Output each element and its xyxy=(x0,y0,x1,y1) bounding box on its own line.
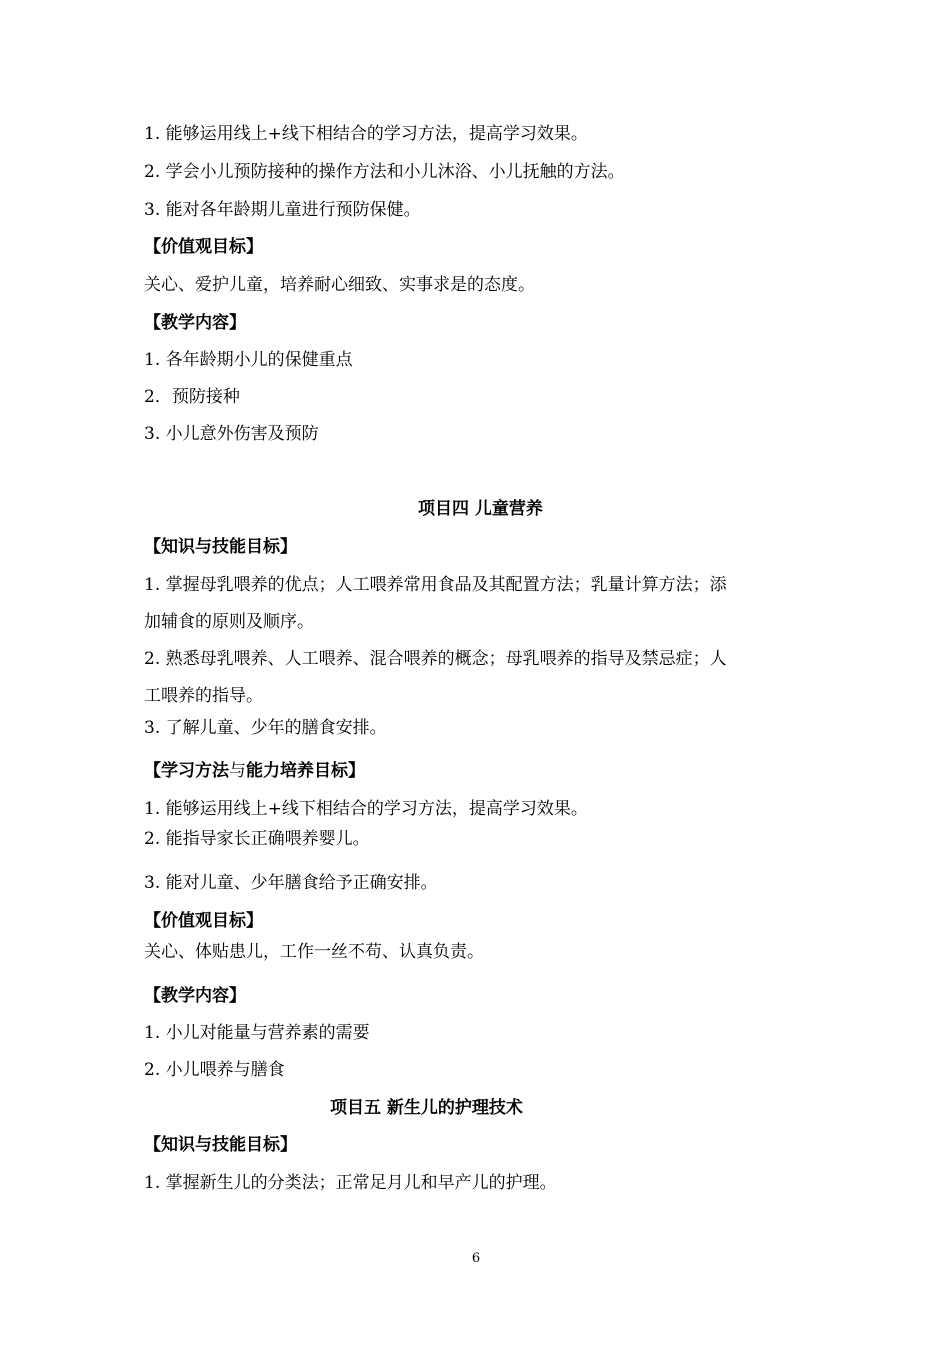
line-age-health-focus: 1. 各年龄期小儿的保健重点 xyxy=(144,350,353,370)
line-energy-nutrients: 1. 小儿对能量与营养素的需要 xyxy=(144,1023,370,1043)
heading-values-2: 【价值观目标】 xyxy=(144,911,263,931)
line-master-breastfeeding-1: 1. 掌握母乳喂养的优点；人工喂养常用食品及其配置方法；乳量计算方法；添 xyxy=(144,575,727,595)
line-master-breastfeeding-2: 加辅食的原则及顺序。 xyxy=(144,612,314,632)
page-number: 6 xyxy=(471,1251,481,1266)
heading-learning-methods-part-2: 与 xyxy=(229,761,246,781)
line-arrange-diet: 3. 能对儿童、少年膳食给予正确安排。 xyxy=(144,873,438,893)
line-vaccination-bath-touch: 2. 学会小儿预防接种的操作方法和小儿沐浴、小儿抚触的方法。 xyxy=(144,162,625,182)
heading-values-1: 【价值观目标】 xyxy=(144,237,263,257)
heading-knowledge-skills-1: 【知识与技能目标】 xyxy=(144,537,297,557)
line-vaccination: 2．预防接种 xyxy=(144,387,240,407)
heading-learning-methods xyxy=(144,759,365,783)
title-project-five: 项目五 新生儿的护理技术 xyxy=(330,1098,523,1118)
heading-knowledge-skills-2: 【知识与技能目标】 xyxy=(144,1135,297,1155)
line-online-offline-method-2: 1. 能够运用线上+线下相结合的学习方法，提高学习效果。 xyxy=(144,799,588,819)
heading-learning-methods-part-1: 【学习方法 xyxy=(144,761,229,781)
line-online-offline-method-1: 1. 能够运用线上+线下相结合的学习方法，提高学习效果。 xyxy=(144,124,588,144)
line-values-care-patients: 关心、体贴患儿，工作一丝不苟、认真负责。 xyxy=(144,942,484,962)
title-project-four: 项目四 儿童营养 xyxy=(418,499,543,519)
line-newborn-classification: 1. 掌握新生儿的分类法；正常足月儿和早产儿的护理。 xyxy=(144,1173,557,1193)
heading-teaching-content-2: 【教学内容】 xyxy=(144,986,246,1006)
heading-learning-methods-part-3: 能力培养目标】 xyxy=(246,761,365,781)
line-feeding-diet: 2. 小儿喂养与膳食 xyxy=(144,1060,285,1080)
line-values-care-children: 关心、爱护儿童，培养耐心细致、实事求是的态度。 xyxy=(144,275,535,295)
line-familiar-feeding-2: 工喂养的指导。 xyxy=(144,686,263,706)
line-guide-parents: 2. 能指导家长正确喂养婴儿。 xyxy=(144,829,370,849)
line-accidental-injury: 3. 小儿意外伤害及预防 xyxy=(144,424,319,444)
heading-teaching-content-1: 【教学内容】 xyxy=(144,313,246,333)
line-preventive-care: 3. 能对各年龄期儿童进行预防保健。 xyxy=(144,200,421,220)
line-diet-arrangement: 3. 了解儿童、少年的膳食安排。 xyxy=(144,718,387,738)
line-familiar-feeding-1: 2. 熟悉母乳喂养、人工喂养、混合喂养的概念；母乳喂养的指导及禁忌症；人 xyxy=(144,649,727,669)
